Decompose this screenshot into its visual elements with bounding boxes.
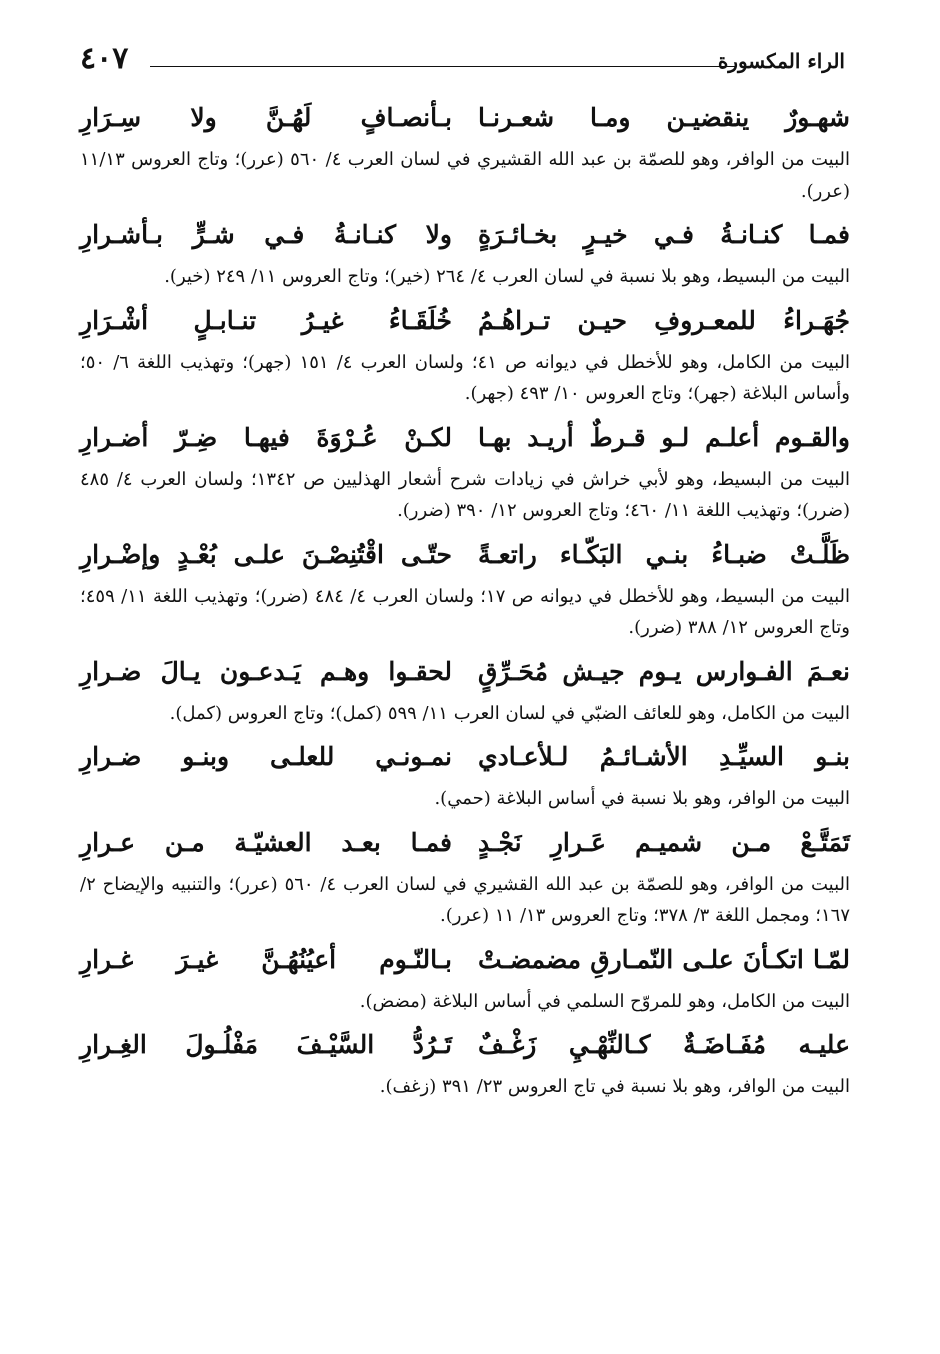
verse-line (80, 529, 850, 581)
verse-line (80, 412, 850, 464)
verse-first-hemistich: بنـو السيِّـدِ الأشـائـمُ لـلأعـادي (478, 742, 850, 771)
verse-first-hemistich: عليـه مُفَـاضَـةٌ كـالنِّهْـيِ زَغْـفٌ (478, 1030, 850, 1059)
verse-first-hemistich: فمـا كنـانـةُ فـي خيـرٍ بخـائـرَةٍ (478, 220, 850, 249)
verse-second-hemistich: تَـرُدُّ السَّيْـفَ مَفْلُـولَ الغِـرارِ (80, 1030, 452, 1059)
verse-source-note: البيت من الكامل، وهو للعائف الضبّي في لسان العرب ١١/ ٥٩٩ (كمل)؛ وتاج العروس (كمل). (169, 702, 850, 724)
verse-first-hemistich: جُهَـراءُ للمعـروفِ حيـن تـراهُـمُ (478, 305, 850, 335)
verse-second-hemistich: خُلَقَـاءُ غيـرُ تنـابـلٍ أشْـرَارِ (80, 305, 452, 335)
verse-line (80, 817, 850, 869)
verse-second-hemistich: بـأنصـافٍ لَهُـنَّ ولا سِـرَارِ (80, 103, 452, 132)
verse-second-hemistich: ولا كنـانـةُ فـي شـرٍّ بـأشـرارِ (80, 220, 452, 249)
verse-first-hemistich: تَمَتَّـعْ مـن شميـم عَـرارِ نَجْـدٍ (478, 827, 850, 857)
verse-line (80, 295, 850, 347)
verse-entries (80, 92, 850, 1105)
verse-second-hemistich: حتّـى اقْتُنِصْـنَ علـى بُعْـدٍ وإضْـرارِ (80, 539, 452, 569)
verse-first-hemistich: نعـمَ الفـوارس يـوم جيـش مُحَـرِّقٍ (478, 656, 850, 686)
verse-source-note: البيت من الكامل، وهو للأخطل في ديوانه ص ٤١؛ ولسان العرب ٤/ ١٥١ (جهر)؛ وتهذيب اللغة ٦/ ٥٠؛ وأساس البلاغة (جهر)؛ وتاج العروس ١٠/ ٤٩٣ (جهر). (80, 351, 850, 404)
running-header (80, 42, 845, 82)
verse-second-hemistich: بـالنّـوم أعيُنُهُـنَّ غيـرَ غـرارِ (80, 944, 452, 974)
verse-source-note: البيت من الوافر، وهو للصمّة بن عبد الله القشيري في لسان العرب ٤/ ٥٦٠ (عرر)؛ والتنبيه والإيضاح ٢/ ١٦٧؛ ومجمل اللغة ٣/ ٣٧٨؛ وتاج العروس ١٣/ ١١ (عرر). (80, 873, 850, 926)
verse-source-note: البيت من الوافر، وهو بلا نسبة في أساس البلاغة (حمي). (434, 788, 850, 809)
verse-source-note: البيت من الوافر، وهو بلا نسبة في تاج العروس ٢٣/ ٣٩١ (زغف). (379, 1076, 850, 1097)
page-number: ٤٠٧ (80, 41, 129, 76)
verse-entry (80, 934, 850, 1020)
header-rule (150, 66, 735, 67)
verse-source-note: البيت من البسيط، وهو للأخطل في ديوانه ص ١٧؛ ولسان العرب ٤/ ٤٨٤ (ضرر)؛ وتهذيب اللغة ١١/ ٤٥٩؛ وتاج العروس ١٢/ ٣٨٨ (ضرر). (80, 585, 850, 638)
running-title: الراء المكسورة (717, 49, 845, 73)
verse-entry (80, 817, 850, 934)
verse-entry (80, 92, 850, 209)
verse-line (80, 209, 850, 261)
verse-entry (80, 529, 850, 646)
verse-first-hemistich: لمّـا اتكـأنَ علـى النّمـارقِ مضمضـتْ (478, 944, 850, 974)
verse-entry (80, 1019, 850, 1105)
verse-line (80, 92, 850, 144)
verse-entry (80, 731, 850, 817)
verse-first-hemistich: ظَلَّـتْ ضبـاءُ بنـي البَكّـاء راتعـةً (478, 539, 850, 569)
verse-second-hemistich: نمـونـي للعلـى وبنـو ضـرارِ (80, 742, 452, 771)
verse-entry (80, 412, 850, 529)
verse-source-note: البيت من الكامل، وهو للمروّح السلمي في أساس البلاغة (مضض). (359, 990, 850, 1012)
verse-first-hemistich: والقـوم أعلـم لـو قـرطٌ أريـد بهـا (478, 422, 850, 452)
verse-second-hemistich: لحقـوا وهـم يَـدعـون يـالَ ضـرارِ (80, 656, 452, 686)
verse-source-note: البيت من البسيط، وهو لأبي خراش في زيادات شرح أشعار الهذليين ص ١٣٤٢؛ ولسان العرب ٤/ ٤٨٥ (ضرر)؛ وتهذيب اللغة ١١/ ٤٦٠؛ وتاج العروس ١٢/ ٣٩٠ (ضرر). (80, 468, 851, 521)
verse-source-note: البيت من الوافر، وهو للصمّة بن عبد الله القشيري في لسان العرب ٤/ ٥٦٠ (عرر)؛ وتاج العروس ١١/١٣ (عرر). (80, 149, 850, 202)
verse-line (80, 646, 850, 698)
verse-entry (80, 646, 850, 732)
verse-source-note: البيت من البسيط، وهو بلا نسبة في لسان العرب ٤/ ٢٦٤ (خير)؛ وتاج العروس ١١/ ٢٤٩ (خير). (164, 266, 850, 287)
verse-entry (80, 209, 850, 295)
verse-line (80, 731, 850, 783)
verse-second-hemistich: لكـنْ عُـرْوَةَ فيهـا ضِـرّ أضـرارِ (80, 422, 452, 452)
verse-line (80, 1019, 850, 1071)
verse-line (80, 934, 850, 986)
verse-second-hemistich: فمـا بعـد العشيّـة مـن عـرارِ (80, 827, 452, 857)
verse-entry (80, 295, 850, 412)
verse-first-hemistich: شهـورٌ ينقضيـن ومـا شعـرنـا (478, 103, 850, 132)
